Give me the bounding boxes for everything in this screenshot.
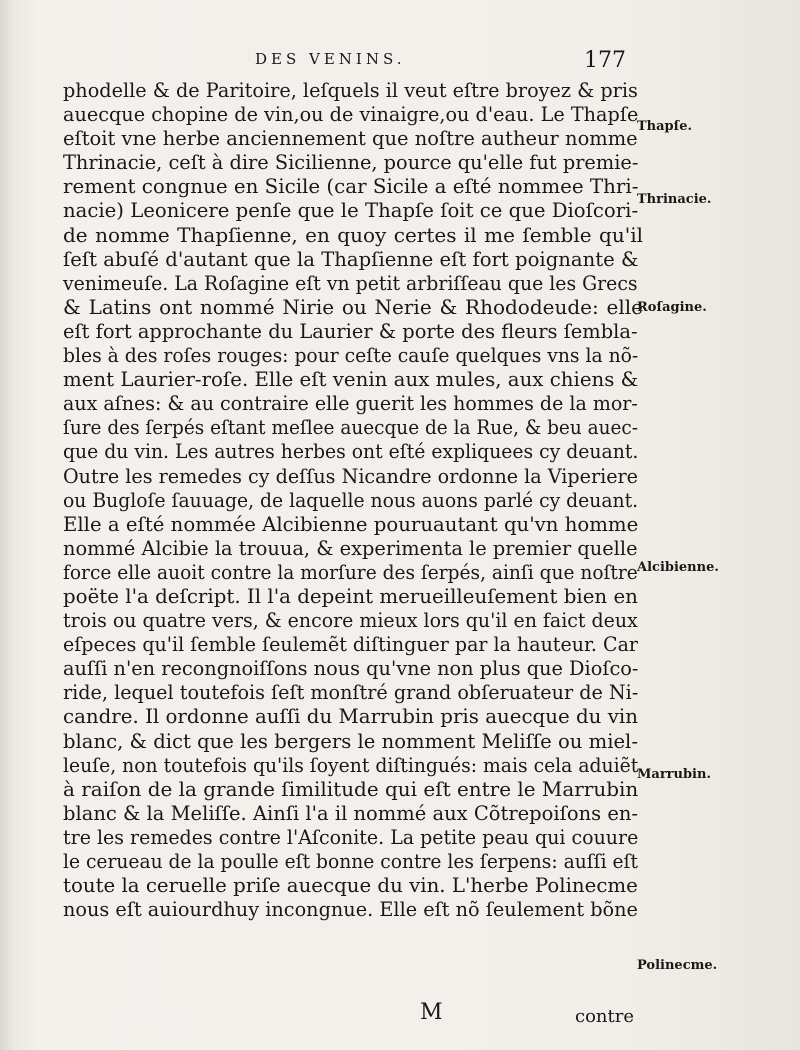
text-line: Thrinacie, ceſt à dire Sicilienne, pource qu'elle fut premie- bbox=[63, 150, 639, 175]
page-header bbox=[0, 48, 800, 78]
margin-note-polinecme: Polinecme. bbox=[637, 958, 718, 973]
text-line: rement congnue en Sicile (car Sicile a eſté nommee Thri- bbox=[63, 174, 639, 199]
text-line: bles à des roſes rouges: pour ceſte cauſe quelques vns la nõ- bbox=[63, 343, 639, 368]
text-line: eſtoit vne herbe anciennement que noſtre autheur nomme bbox=[63, 126, 638, 151]
text-line: ſeſt abuſé d'autant que la Thapſienne eſt fort poignante & bbox=[63, 246, 639, 271]
running-title: DES VENINS. bbox=[255, 50, 406, 68]
text-line: Elle a eſté nommée Alcibienne pouruautant qu'vn homme bbox=[63, 511, 639, 536]
text-line: blanc & la Meliſſe. Ainſi l'a il nommé aux Cõtrepoiſons en- bbox=[63, 800, 639, 825]
text-line: blanc, & dict que les bergers le nomment Meliſſe ou miel- bbox=[63, 728, 638, 753]
text-line: nommé Alcibie la trouua, & experimenta le premier quelle bbox=[63, 535, 638, 560]
text-line: & Latins ont nommé Nirie ou Nerie & Rhododeude: elle bbox=[63, 294, 643, 319]
signature-mark: M bbox=[420, 1000, 443, 1025]
page-number: 177 bbox=[584, 48, 626, 73]
text-line: auecque chopine de vin,ou de vinaigre,ou d'eau. Le Thapſe bbox=[63, 102, 639, 127]
text-line: de nomme Thapſienne, en quoy certes il me ſemble qu'il bbox=[63, 222, 643, 247]
text-line: ment Laurier-roſe. Elle eſt venin aux mules, aux chiens & bbox=[63, 367, 639, 392]
text-line: trois ou quatre vers, & encore mieux lors qu'il en faict deux bbox=[63, 608, 638, 633]
text-line: poëte l'a deſcript. Il l'a depeint merueilleuſement bien en bbox=[63, 583, 638, 608]
text-line: ſure des ſerpés eſtant meſlee auecque de la Rue, & beu auec- bbox=[63, 415, 639, 440]
text-line: venimeuſe. La Roſagine eſt vn petit arbriſſeau que les Grecs bbox=[63, 270, 638, 295]
text-line: eſpeces qu'il ſemble ſeulemẽt diſtinguer par la hauteur. Car bbox=[63, 632, 638, 657]
catchword: contre bbox=[575, 1006, 635, 1027]
text-line: à raiſon de la grande ſimilitude qui eſt entre le Marrubin bbox=[63, 776, 639, 801]
text-line: leuſe, non toutefois qu'ils ſoyent diſtingués: mais cela aduiẽt bbox=[63, 752, 639, 777]
margin-note-alcibienne: Alcibienne. bbox=[637, 560, 719, 575]
text-line: le cerueau de la poulle eſt bonne contre les ſerpens: auſſi eſt bbox=[63, 849, 638, 873]
text-line: candre. Il ordonne auſſi du Marrubin pris auecque du vin bbox=[63, 704, 638, 729]
margin-note-thapse: Thapſe. bbox=[637, 119, 693, 134]
margin-note-thrinacie: Thrinacie. bbox=[637, 192, 712, 207]
text-line: ou Bugloſe ſauuage, de laquelle nous auons parlé cy deuant. bbox=[63, 487, 639, 512]
text-line: tre les remedes contre l'Aſconite. La petite peau qui couure bbox=[63, 824, 639, 849]
bleed-through-mark bbox=[690, 348, 693, 359]
margin-note-marrubin: Marrubin. bbox=[637, 767, 711, 782]
text-line: ride, lequel toutefois ſeſt monſtré grand obſeruateur de Ni- bbox=[63, 680, 639, 705]
text-line: force elle auoit contre la morſure des ſerpés, ainſi que noſtre bbox=[63, 559, 638, 584]
text-line: nous eſt auiourdhuy incongnue. Elle eſt nõ ſeulement bõne bbox=[63, 897, 638, 922]
text-line: auſſi n'en recongnoiſſons nous qu'vne non plus que Dioſco- bbox=[63, 656, 639, 681]
text-line: nacie) Leonicere penſe que le Thapſe ſoit ce que Dioſcori- bbox=[63, 198, 639, 223]
text-line: Outre les remedes cy deſſus Nicandre ordonne la Viperiere bbox=[63, 463, 639, 488]
text-line: que du vin. Les autres herbes ont eſté expliquees cy deuant. bbox=[63, 439, 639, 464]
text-line: toute la ceruelle priſe auecque du vin. L'herbe Polinecme bbox=[63, 873, 638, 898]
text-line: eſt fort approchante du Laurier & porte des fleurs ſembla- bbox=[63, 318, 638, 343]
text-line: phodelle & de Paritoire, leſquels il veut eſtre broyez & pris bbox=[63, 78, 638, 102]
body-text bbox=[63, 78, 643, 921]
text-line: aux aſnes: & au contraire elle guerit les hommes de la mor- bbox=[63, 391, 638, 416]
margin-note-rosagine: Roſagine. bbox=[637, 300, 707, 315]
